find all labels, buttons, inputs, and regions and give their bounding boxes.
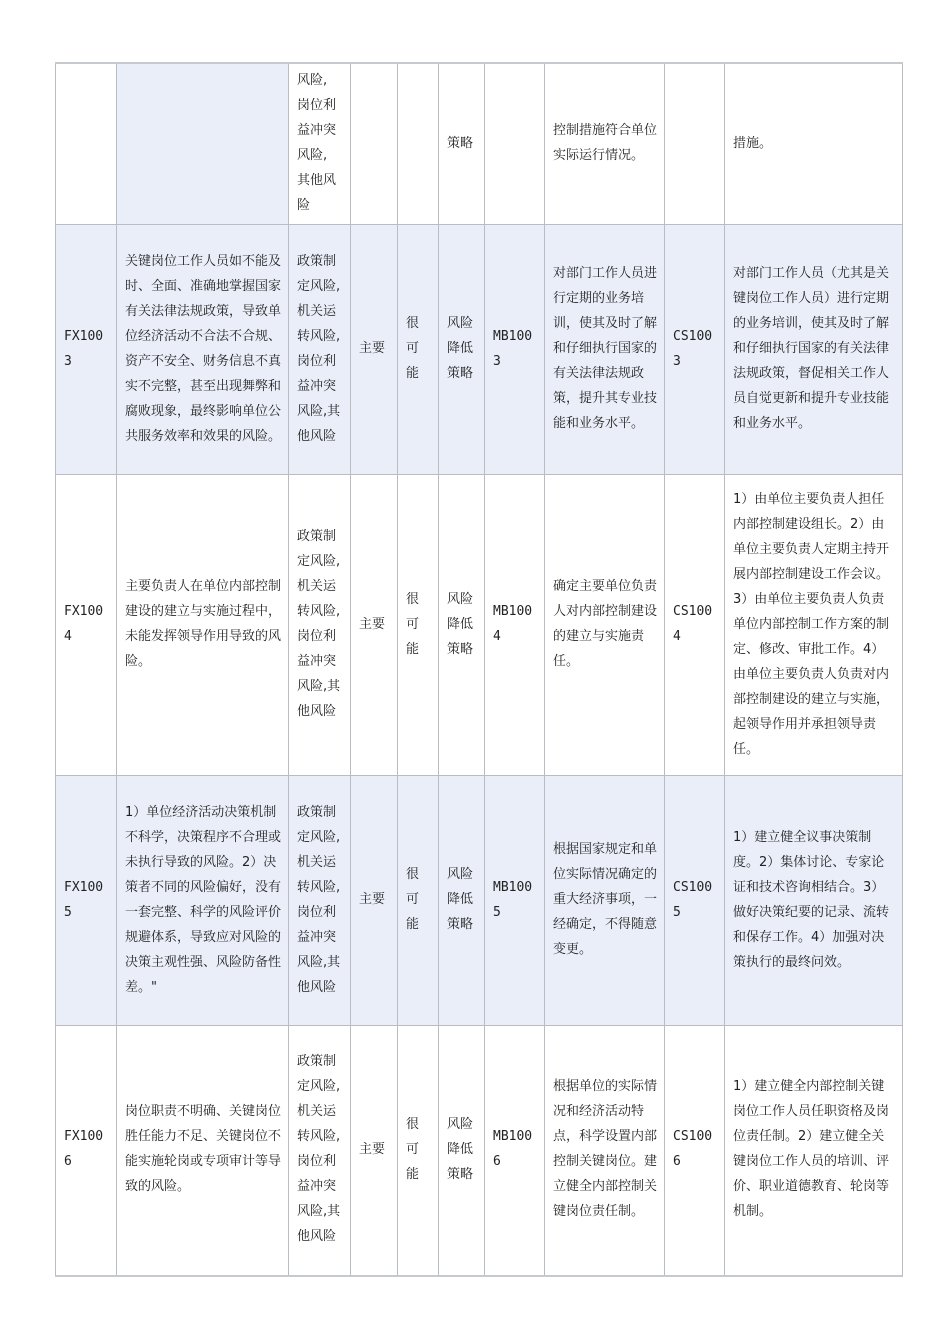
goal-cell: 控制措施符合单位实际运行情况。	[545, 63, 665, 225]
goal-id-cell: MB1005	[485, 776, 545, 1026]
table-row	[56, 776, 903, 1026]
goal-id-cell	[485, 63, 545, 225]
importance-cell: 主要	[351, 475, 398, 776]
importance-cell: 主要	[351, 225, 398, 475]
risk-category-cell: 政策制定风险,机关运转风险,岗位利益冲突风险,其他风险	[289, 225, 351, 475]
table-row	[56, 475, 903, 776]
likelihood-cell: 很可能	[398, 475, 439, 776]
goal-cell: 对部门工作人员进行定期的业务培训，使其及时了解和仔细执行国家的有关法律法规政策，提升其专业技能和业务水平。	[545, 225, 665, 475]
risk-description-cell: 1）单位经济活动决策机制不科学，决策程序不合理或未执行导致的风险。2）决策者不同的风险偏好，没有一套完整、科学的风险评价规避体系，导致应对风险的决策主观性强、风险防备性差。"	[117, 776, 289, 1026]
strategy-cell: 风险降低策略	[439, 776, 485, 1026]
goal-id-cell: MB1003	[485, 225, 545, 475]
table-row	[56, 225, 903, 475]
table-body	[56, 63, 903, 1276]
strategy-cell: 风险降低策略	[439, 1026, 485, 1276]
table-row	[56, 63, 903, 225]
importance-cell: 主要	[351, 1026, 398, 1276]
risk-description-cell: 关键岗位工作人员如不能及时、全面、准确地掌握国家有关法律法规政策，导致单位经济活动不合法不合规、资产不安全、财务信息不真实不完整，甚至出现舞弊和腐败现象，最终影响单位公共服务效率和效果的风险。	[117, 225, 289, 475]
table-row	[56, 1026, 903, 1276]
likelihood-cell: 很可能	[398, 1026, 439, 1276]
risk-control-table	[55, 62, 903, 1277]
control-id-cell: CS1005	[665, 776, 725, 1026]
risk-category-cell: 政策制定风险,机关运转风险,岗位利益冲突风险,其他风险	[289, 475, 351, 776]
likelihood-cell: 很可能	[398, 776, 439, 1026]
importance-cell: 主要	[351, 776, 398, 1026]
risk-description-cell	[117, 63, 289, 225]
control-id-cell: CS1003	[665, 225, 725, 475]
control-id-cell: CS1004	[665, 475, 725, 776]
risk-id-cell	[56, 63, 117, 225]
control-cell: 1）建立健全议事决策制度。2）集体讨论、专家论证和技术咨询相结合。3）做好决策纪要的记录、流转和保存工作。4）加强对决策执行的最终问效。	[725, 776, 903, 1026]
risk-description-cell: 岗位职责不明确、关键岗位胜任能力不足、关键岗位不能实施轮岗或专项审计等导致的风险。	[117, 1026, 289, 1276]
importance-cell	[351, 63, 398, 225]
risk-id-cell: FX1005	[56, 776, 117, 1026]
risk-category-cell: 风险, 岗位利益冲突风险, 其他风险	[289, 63, 351, 225]
risk-id-cell: FX1003	[56, 225, 117, 475]
risk-id-cell: FX1004	[56, 475, 117, 776]
risk-category-cell: 政策制定风险,机关运转风险,岗位利益冲突风险,其他风险	[289, 1026, 351, 1276]
goal-cell: 根据单位的实际情况和经济活动特点，科学设置内部控制关键岗位。建立健全内部控制关键岗位责任制。	[545, 1026, 665, 1276]
risk-category-cell: 政策制定风险,机关运转风险,岗位利益冲突风险,其他风险	[289, 776, 351, 1026]
goal-id-cell: MB1006	[485, 1026, 545, 1276]
control-cell: 1）建立健全内部控制关键岗位工作人员任职资格及岗位责任制。2）建立健全关键岗位工作人员的培训、评价、职业道德教育、轮岗等机制。	[725, 1026, 903, 1276]
strategy-cell: 策略	[439, 63, 485, 225]
control-cell: 1）由单位主要负责人担任内部控制建设组长。2）由单位主要负责人定期主持开展内部控制建设工作会议。3）由单位主要负责人负责单位内部控制工作方案的制定、修改、审批工作。4）由单位主要负责人负责对内部控制建设的建立与实施，起领导作用并承担领导责任。	[725, 475, 903, 776]
goal-cell: 确定主要单位负责人对内部控制建设的建立与实施责任。	[545, 475, 665, 776]
risk-id-cell: FX1006	[56, 1026, 117, 1276]
likelihood-cell	[398, 63, 439, 225]
goal-id-cell: MB1004	[485, 475, 545, 776]
likelihood-cell: 很可能	[398, 225, 439, 475]
control-cell: 对部门工作人员（尤其是关键岗位工作人员）进行定期的业务培训，使其及时了解和仔细执行国家的有关法律法规政策，督促相关工作人员自觉更新和提升专业技能和业务水平。	[725, 225, 903, 475]
strategy-cell: 风险降低策略	[439, 475, 485, 776]
control-id-cell: CS1006	[665, 1026, 725, 1276]
risk-description-cell: 主要负责人在单位内部控制建设的建立与实施过程中，未能发挥领导作用导致的风险。	[117, 475, 289, 776]
control-id-cell	[665, 63, 725, 225]
strategy-cell: 风险降低策略	[439, 225, 485, 475]
control-cell: 措施。	[725, 63, 903, 225]
goal-cell: 根据国家规定和单位实际情况确定的重大经济事项，一经确定，不得随意变更。	[545, 776, 665, 1026]
